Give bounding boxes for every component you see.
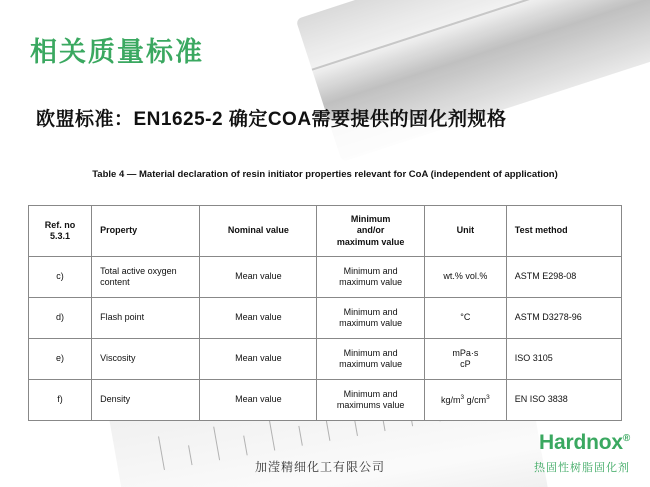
cell-nominal-value: Mean value [200, 380, 317, 421]
cell-test-method: ASTM D3278-96 [506, 298, 621, 339]
table-caption: Table 4 — Material declaration of resin initiator properties relevant for CoA (independent of application) [92, 169, 558, 180]
cell-property: Total active oxygen content [92, 257, 200, 298]
column-header-min-max-value [317, 206, 425, 257]
cell-test-method: ASTM E298-08 [506, 257, 621, 298]
table-row [29, 380, 622, 421]
cell-unit-kgm3-base: kg/m [440, 394, 461, 405]
column-header-min-max-line2: and/or [356, 225, 385, 236]
cell-ref-no: c) [29, 257, 92, 298]
cell-ref-no: e) [29, 339, 92, 380]
coa-properties-table [28, 205, 622, 421]
cell-nominal-value: Mean value [200, 298, 317, 339]
column-header-nominal-value: Nominal value [200, 206, 317, 257]
table-row [29, 298, 622, 339]
table-row [29, 339, 622, 380]
cell-unit: wt.% vol.% [424, 257, 506, 298]
cell-nominal-value: Mean value [200, 257, 317, 298]
cell-unit [424, 380, 506, 421]
cell-ref-no: f) [29, 380, 92, 421]
cell-min-max-line2: maximum value [339, 318, 403, 328]
column-header-ref-no-line2: 5.3.1 [50, 231, 71, 241]
cell-min-max-line1: Minimum and [343, 306, 398, 317]
column-header-min-max-line1: Minimum [350, 214, 391, 225]
brand-tagline: 热固性树脂固化剂 [534, 462, 630, 474]
column-header-ref-no-line1: Ref. no [44, 219, 76, 230]
brand-logo [539, 431, 630, 455]
table-row [29, 257, 622, 298]
table-header [29, 206, 622, 257]
cell-property: Density [92, 380, 200, 421]
cell-min-max-value [317, 298, 425, 339]
cell-min-max-value [317, 339, 425, 380]
column-header-unit: Unit [424, 206, 506, 257]
column-header-property: Property [92, 206, 200, 257]
column-header-ref-no [29, 206, 92, 257]
table-header-row [29, 206, 622, 257]
footer-company-name: 加滢精细化工有限公司 [255, 460, 386, 474]
page-title: 相关质量标准 [30, 37, 204, 67]
cell-property: Viscosity [92, 339, 200, 380]
cell-unit-line1: mPa·s [452, 347, 479, 358]
cell-min-max-line2: maximum value [339, 359, 403, 369]
cell-min-max-line1: Minimum and [343, 265, 398, 276]
cell-test-method: ISO 3105 [506, 339, 621, 380]
cell-unit-gcm3-base: g/cm [464, 394, 487, 405]
page-subtitle: 欧盟标准：EN1625-2 确定COA需要提供的固化剂规格 [36, 109, 507, 130]
cell-min-max-line2: maximum value [339, 277, 403, 287]
registered-trademark-icon: ® [622, 433, 630, 444]
cell-min-max-line1: Minimum and [343, 347, 398, 358]
cell-min-max-value [317, 380, 425, 421]
table-body [29, 257, 622, 421]
cell-unit [424, 339, 506, 380]
cell-unit-gcm3-exp: 3 [486, 393, 490, 401]
cell-property: Flash point [92, 298, 200, 339]
cell-unit-kgm3-exp: 3 [460, 393, 465, 401]
brand-logo-text: Hardnox [539, 431, 623, 454]
column-header-min-max-line3: maximum value [336, 236, 405, 247]
cell-min-max-value [317, 257, 425, 298]
column-header-test-method: Test method [506, 206, 621, 257]
cell-test-method: EN ISO 3838 [506, 380, 621, 421]
cell-unit: °C [424, 298, 506, 339]
cell-nominal-value: Mean value [200, 339, 317, 380]
cell-unit-line2: cP [460, 359, 471, 369]
cell-min-max-line1: Minimum and [343, 388, 398, 399]
cell-ref-no: d) [29, 298, 92, 339]
cell-min-max-line2: maximums value [336, 400, 405, 410]
